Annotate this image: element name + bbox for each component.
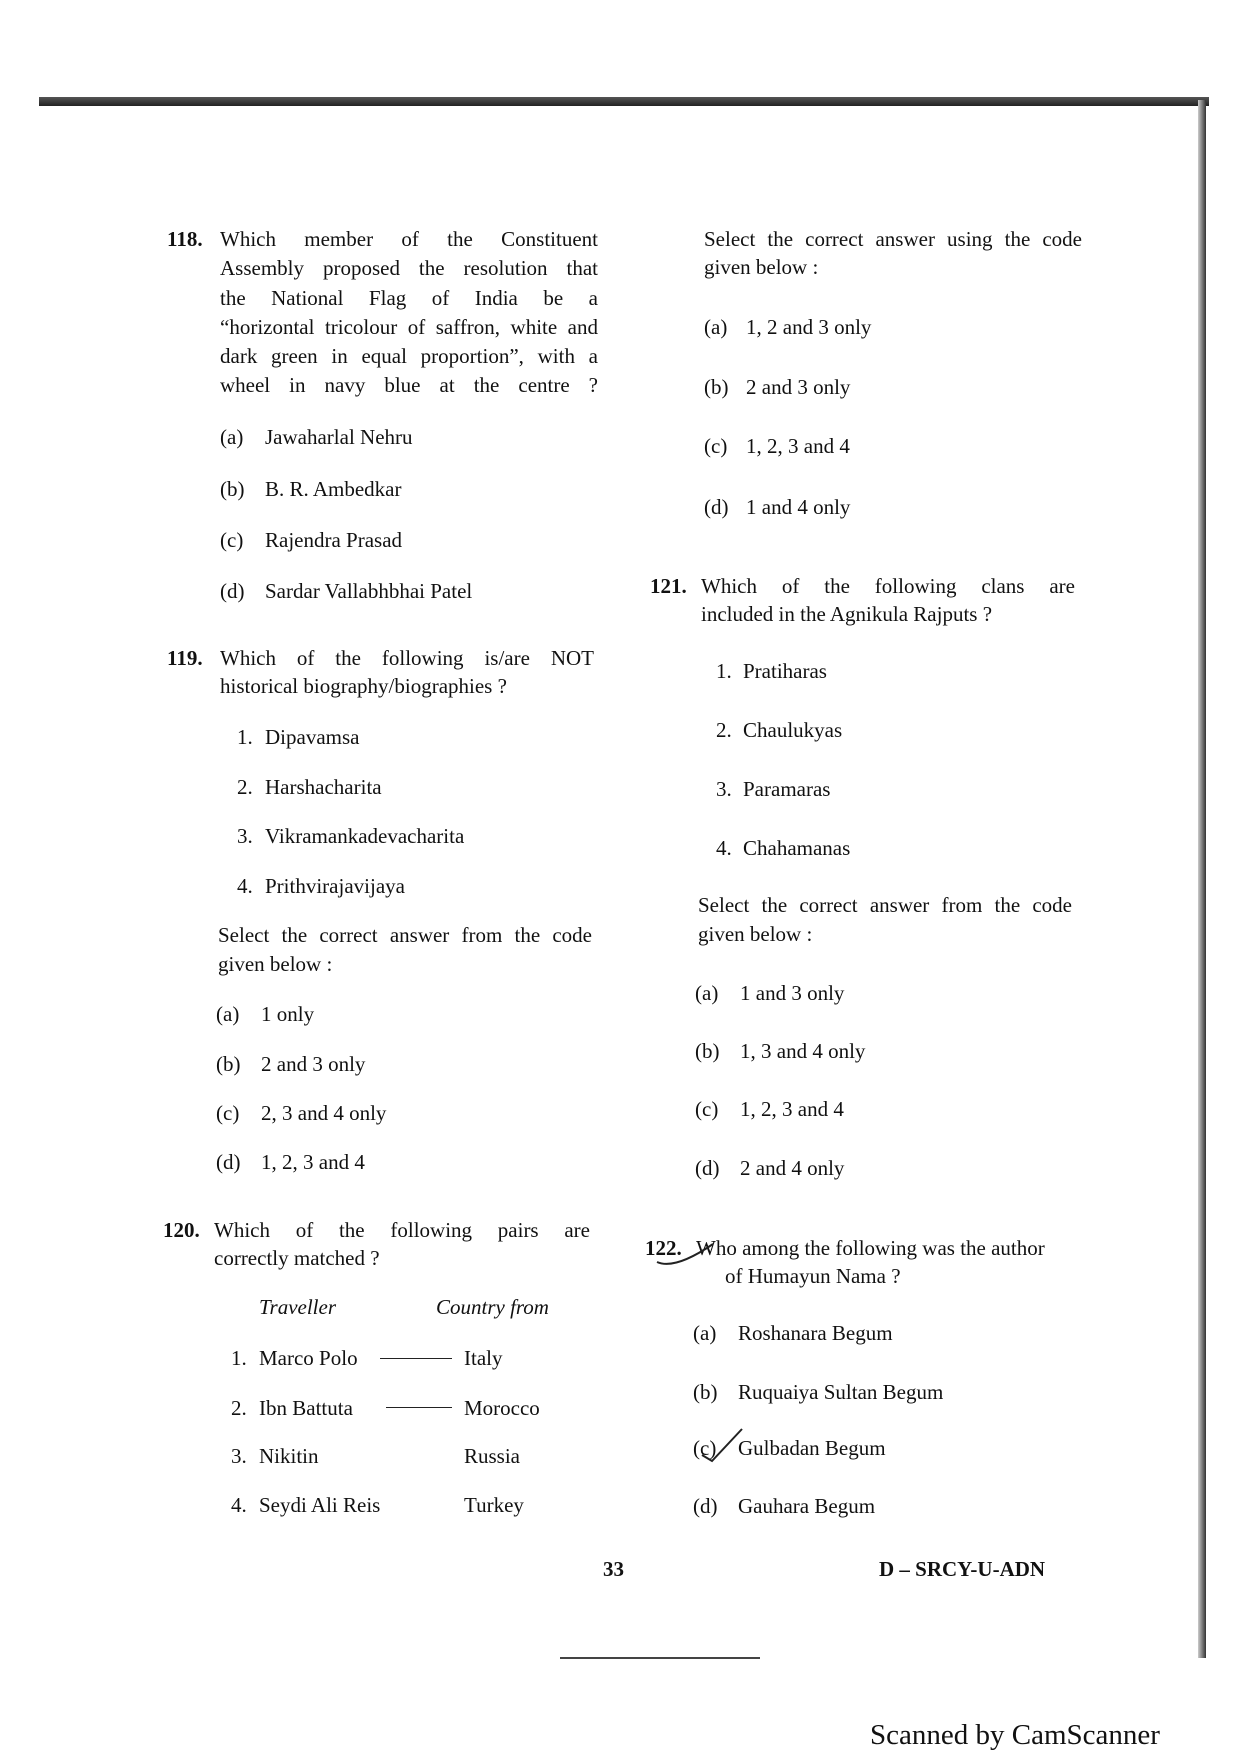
option-label: (a) bbox=[220, 425, 244, 449]
row-number: 2. bbox=[231, 1396, 247, 1420]
handwritten-tick-mark bbox=[655, 1240, 715, 1280]
camscanner-watermark: Scanned by CamScanner bbox=[870, 1719, 1160, 1751]
option-label: (d) bbox=[695, 1156, 720, 1180]
question-line: dark green in equal proportion”, with a bbox=[220, 344, 598, 368]
question-number: 120. bbox=[163, 1218, 200, 1242]
option-label: (c) bbox=[695, 1097, 719, 1121]
traveller-name: Seydi Ali Reis bbox=[259, 1493, 381, 1517]
question-line: Which member of the Constituent bbox=[220, 227, 598, 251]
option-text: 1, 2, 3 and 4 bbox=[261, 1150, 365, 1174]
instruction-line: given below : bbox=[698, 922, 813, 946]
item-number: 1. bbox=[237, 725, 253, 749]
option-text: Gauhara Begum bbox=[738, 1494, 876, 1518]
option-text: 2 and 3 only bbox=[746, 375, 851, 399]
country-name: Morocco bbox=[464, 1396, 540, 1420]
booklet-code: D – SRCY-U-ADN bbox=[879, 1557, 1046, 1581]
instruction-line: Select the correct answer using the code bbox=[704, 227, 1082, 251]
item-number: 4. bbox=[716, 836, 732, 860]
question-number: 122. bbox=[645, 1236, 682, 1260]
question-line: of Humayun Nama ? bbox=[725, 1264, 901, 1288]
option-label: (d) bbox=[216, 1150, 241, 1174]
option-text: 2, 3 and 4 only bbox=[261, 1101, 387, 1125]
country-name: Italy bbox=[464, 1346, 503, 1370]
item-text: Chaulukyas bbox=[743, 718, 843, 742]
instruction-line: Select the correct answer from the code bbox=[218, 923, 592, 947]
traveller-name: Nikitin bbox=[259, 1444, 319, 1468]
question-line: Which of the following pairs are bbox=[214, 1218, 590, 1242]
column-header-traveller: Traveller bbox=[259, 1295, 336, 1319]
column-header-country: Country from bbox=[436, 1295, 549, 1319]
bottom-scan-edge bbox=[560, 1657, 760, 1659]
item-number: 3. bbox=[237, 824, 253, 848]
question-number: 121. bbox=[650, 574, 687, 598]
option-label: (d) bbox=[220, 579, 245, 603]
option-text: 2 and 3 only bbox=[261, 1052, 366, 1076]
question-line: “horizontal tricolour of saffron, white and bbox=[220, 315, 598, 339]
option-label: (b) bbox=[704, 375, 729, 399]
question-line: Who among the following was the author bbox=[696, 1236, 1045, 1260]
top-scan-edge bbox=[39, 97, 1209, 106]
option-text: Rajendra Prasad bbox=[265, 528, 403, 552]
row-number: 3. bbox=[231, 1444, 247, 1468]
traveller-name: Ibn Battuta bbox=[259, 1396, 353, 1420]
right-scan-edge bbox=[1198, 100, 1206, 1658]
item-text: Harshacharita bbox=[265, 775, 382, 799]
question-line: correctly matched ? bbox=[214, 1246, 380, 1270]
item-text: Paramaras bbox=[743, 777, 831, 801]
item-number: 4. bbox=[237, 874, 253, 898]
item-text: Chahamanas bbox=[743, 836, 851, 860]
handwritten-tick-mark bbox=[700, 1425, 745, 1465]
country-name: Turkey bbox=[464, 1493, 524, 1517]
item-text: Dipavamsa bbox=[265, 725, 360, 749]
option-text: 2 and 4 only bbox=[740, 1156, 845, 1180]
question-line: wheel in navy blue at the centre ? bbox=[220, 373, 598, 397]
option-label: (b) bbox=[216, 1052, 241, 1076]
option-text: 1 only bbox=[261, 1002, 315, 1026]
row-number: 4. bbox=[231, 1493, 247, 1517]
instruction-line: Select the correct answer from the code bbox=[698, 893, 1072, 917]
item-number: 2. bbox=[237, 775, 253, 799]
option-text: Jawaharlal Nehru bbox=[265, 425, 413, 449]
option-label: (d) bbox=[693, 1494, 718, 1518]
item-text: Prithvirajavijaya bbox=[265, 874, 405, 898]
question-line: Assembly proposed the resolution that bbox=[220, 256, 598, 280]
option-label: (d) bbox=[704, 495, 729, 519]
question-number: 119. bbox=[167, 646, 203, 670]
option-text: Gulbadan Begum bbox=[738, 1436, 886, 1460]
question-line: historical biography/biographies ? bbox=[220, 674, 507, 698]
item-number: 1. bbox=[716, 659, 732, 683]
option-label: (a) bbox=[693, 1321, 717, 1345]
instruction-line: given below : bbox=[704, 255, 819, 279]
question-line: Which of the following is/are NOT bbox=[220, 646, 594, 670]
option-label: (a) bbox=[704, 315, 728, 339]
option-text: Ruquaiya Sultan Begum bbox=[738, 1380, 944, 1404]
instruction-line: given below : bbox=[218, 952, 333, 976]
option-text: 1 and 3 only bbox=[740, 981, 845, 1005]
option-label: (b) bbox=[695, 1039, 720, 1063]
option-label: (c) bbox=[704, 434, 728, 458]
country-name: Russia bbox=[464, 1444, 521, 1468]
option-label: (c) bbox=[220, 528, 244, 552]
question-line: the National Flag of India be a bbox=[220, 286, 598, 310]
page-number: 33 bbox=[603, 1557, 624, 1581]
option-text: 1, 2, 3 and 4 bbox=[746, 434, 850, 458]
option-text: 1, 3 and 4 only bbox=[740, 1039, 866, 1063]
question-number: 118. bbox=[167, 227, 203, 251]
option-label: (b) bbox=[220, 477, 245, 501]
option-text: Roshanara Begum bbox=[738, 1321, 893, 1345]
question-line: included in the Agnikula Rajputs ? bbox=[701, 602, 993, 626]
item-number: 3. bbox=[716, 777, 732, 801]
match-line bbox=[386, 1407, 452, 1408]
option-text: 1, 2, 3 and 4 bbox=[740, 1097, 844, 1121]
option-label: (b) bbox=[693, 1380, 718, 1404]
option-text: B. R. Ambedkar bbox=[265, 477, 402, 501]
traveller-name: Marco Polo bbox=[259, 1346, 358, 1370]
option-text: 1, 2 and 3 only bbox=[746, 315, 872, 339]
row-number: 1. bbox=[231, 1346, 247, 1370]
item-text: Vikramankadevacharita bbox=[265, 824, 465, 848]
option-text: 1 and 4 only bbox=[746, 495, 851, 519]
option-label: (a) bbox=[216, 1002, 240, 1026]
match-line bbox=[380, 1358, 452, 1359]
option-label: (c) bbox=[216, 1101, 240, 1125]
option-label: (a) bbox=[695, 981, 719, 1005]
option-label: (c) bbox=[693, 1436, 717, 1460]
option-text: Sardar Vallabhbhai Patel bbox=[265, 579, 473, 603]
item-text: Pratiharas bbox=[743, 659, 827, 683]
item-number: 2. bbox=[716, 718, 732, 742]
question-line: Which of the following clans are bbox=[701, 574, 1075, 598]
